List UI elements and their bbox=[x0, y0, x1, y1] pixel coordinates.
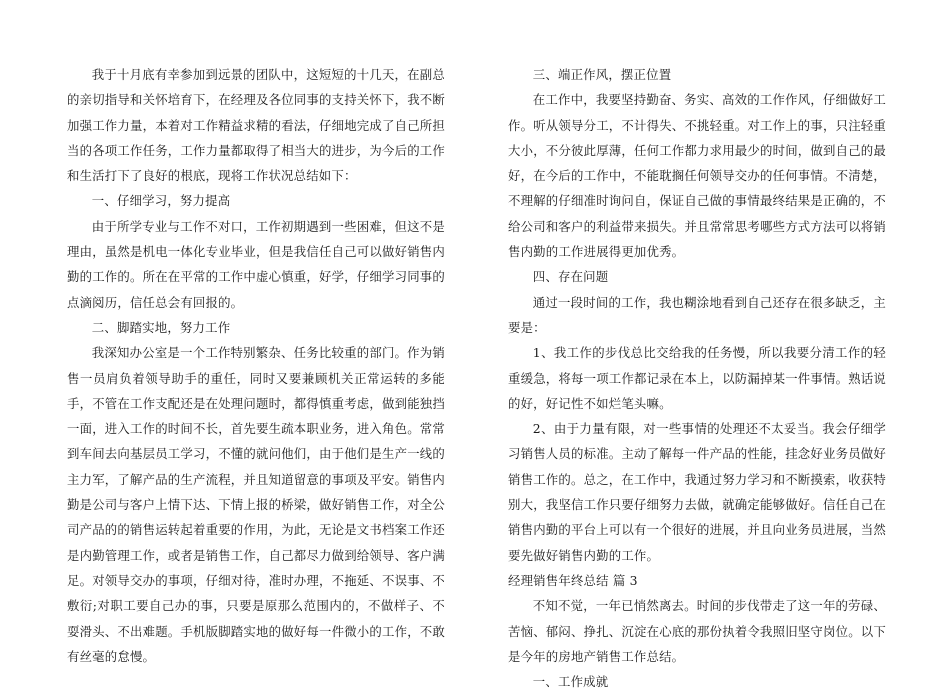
paragraph-problem-1: 1、我工作的步伐总比交给我的任务慢，所以我要分清工作的轻重缓急，将每一项工作都记录在本上，以防漏掉某一件事情。熟话说的好，好记性不如烂笔头嘛。 bbox=[508, 345, 886, 411]
paragraph-study: 由于所学专业与工作不对口，工作初期遇到一些困难，但这不是理由，虽然是机电一体化专业毕业，但是我信任自己可以做好销售内勤的工作的。所在在平常的工作中虚心慎重，好学，仔细学习同事的点滴阅历，信任总会有回报的。 bbox=[67, 218, 445, 310]
paragraph-intro: 我于十月底有幸参加到远景的团队中，这短短的十几天，在副总的亲切指导和关怀培育下，在经理及各位同事的支持关怀下，我不断加强工作力量，本着对工作精益求精的看法，仔细地完成了自己所担当的各项工作任务，工作力量都取得了相当大的进步，为今后的工作和生活打下了良好的根底，现将工作状况总结如下： bbox=[67, 67, 445, 184]
paragraph-problems-intro: 通过一段时间的工作，我也糊涂地看到自己还存在很多缺乏，主要是： bbox=[508, 294, 886, 335]
heading-problems: 四、存在问题 bbox=[532, 269, 609, 285]
heading-attitude: 三、端正作风，摆正位置 bbox=[532, 67, 672, 82]
heading-study: 一、仔细学习，努力提高 bbox=[91, 193, 231, 209]
section-title: 经理销售年终总结 篇 3 bbox=[508, 572, 638, 588]
paragraph-attitude: 在工作中，我要坚持勤奋、务实、高效的工作作风，仔细做好工作。听从领导分工，不计得失、不挑轻重。对工作上的事，只注轻重大小，不分彼此厚薄，任何工作都力求用最少的时间，做到自己的最好，在今后的工作中，不能耽搁任何领导交办的任何事情。不清楚，不理解的仔细准时询问自，保证自己做的事情最终结果是正确的，不给公司和客户的利益带来损失。并且常常思考哪些方式方法可以将销售内勤的工作进展得更加优秀。 bbox=[508, 92, 886, 260]
paragraph-section3-intro: 不知不觉，一年已悄然离去。时间的步伐带走了这一年的劳碌、苦恼、郁闷、挣扎、沉淀在心底的那份执着令我照旧坚守岗位。以下是今年的房地产销售工作总结。 bbox=[508, 598, 886, 664]
paragraph-work: 我深知办公室是一个工作特别繁杂、任务比较重的部门。作为销售一员肩负着领导助手的重任，同时又要兼顾机关正常运转的多能手，不管在工作支配还是在处理问题时，都得慎重考虑，做到能独挡一面，进入工作的时间不长，首先要生疏本职业务，进入角色。常常到车间去向基层员工学习，不懂的就问他们，由于他们是生产一线的主力军，了解产品的生产流程，并且知道留意的事项及平安。销售内勤是公司与客户上情下达、下情上报的桥梁，做好销售工作，对全公司产品的的销售运转起着重要的作用，为此，无论是文书档案工作还是内勤管理工作，或者是销售工作，自己都尽力做到给领导、客户满足。对领导交办的事项，仔细对待，准时办理，不拖延、不误事、不敷衍;对职工要自己办的事，只要是原那么范围内的，不做样子、不耍滑头、不出难题。手机版脚踏实地的做好每一件微小的工作，不敢有丝毫的怠慢。 bbox=[67, 345, 445, 664]
heading-work: 二、脚踏实地，努力工作 bbox=[91, 319, 231, 335]
paragraph-problem-2: 2、由于力量有限，对一些事情的处理还不太妥当。我会仔细学习销售人员的标准。主动了解每一件产品的性能，挂念好业务员做好销售工作的。总之，在工作中，我通过努力学习和不断摸索，收获特别大，我坚信工作只要仔细努力去做，就确定能够做好。信任自己在销售内勤的平台上可以有一个很好的进展，并且向业务员进展，当然要先做好销售内勤的工作。 bbox=[508, 421, 886, 563]
right-column bbox=[508, 62, 886, 694]
heading-achievements: 一、工作成就 bbox=[532, 674, 609, 690]
left-column bbox=[67, 62, 445, 669]
